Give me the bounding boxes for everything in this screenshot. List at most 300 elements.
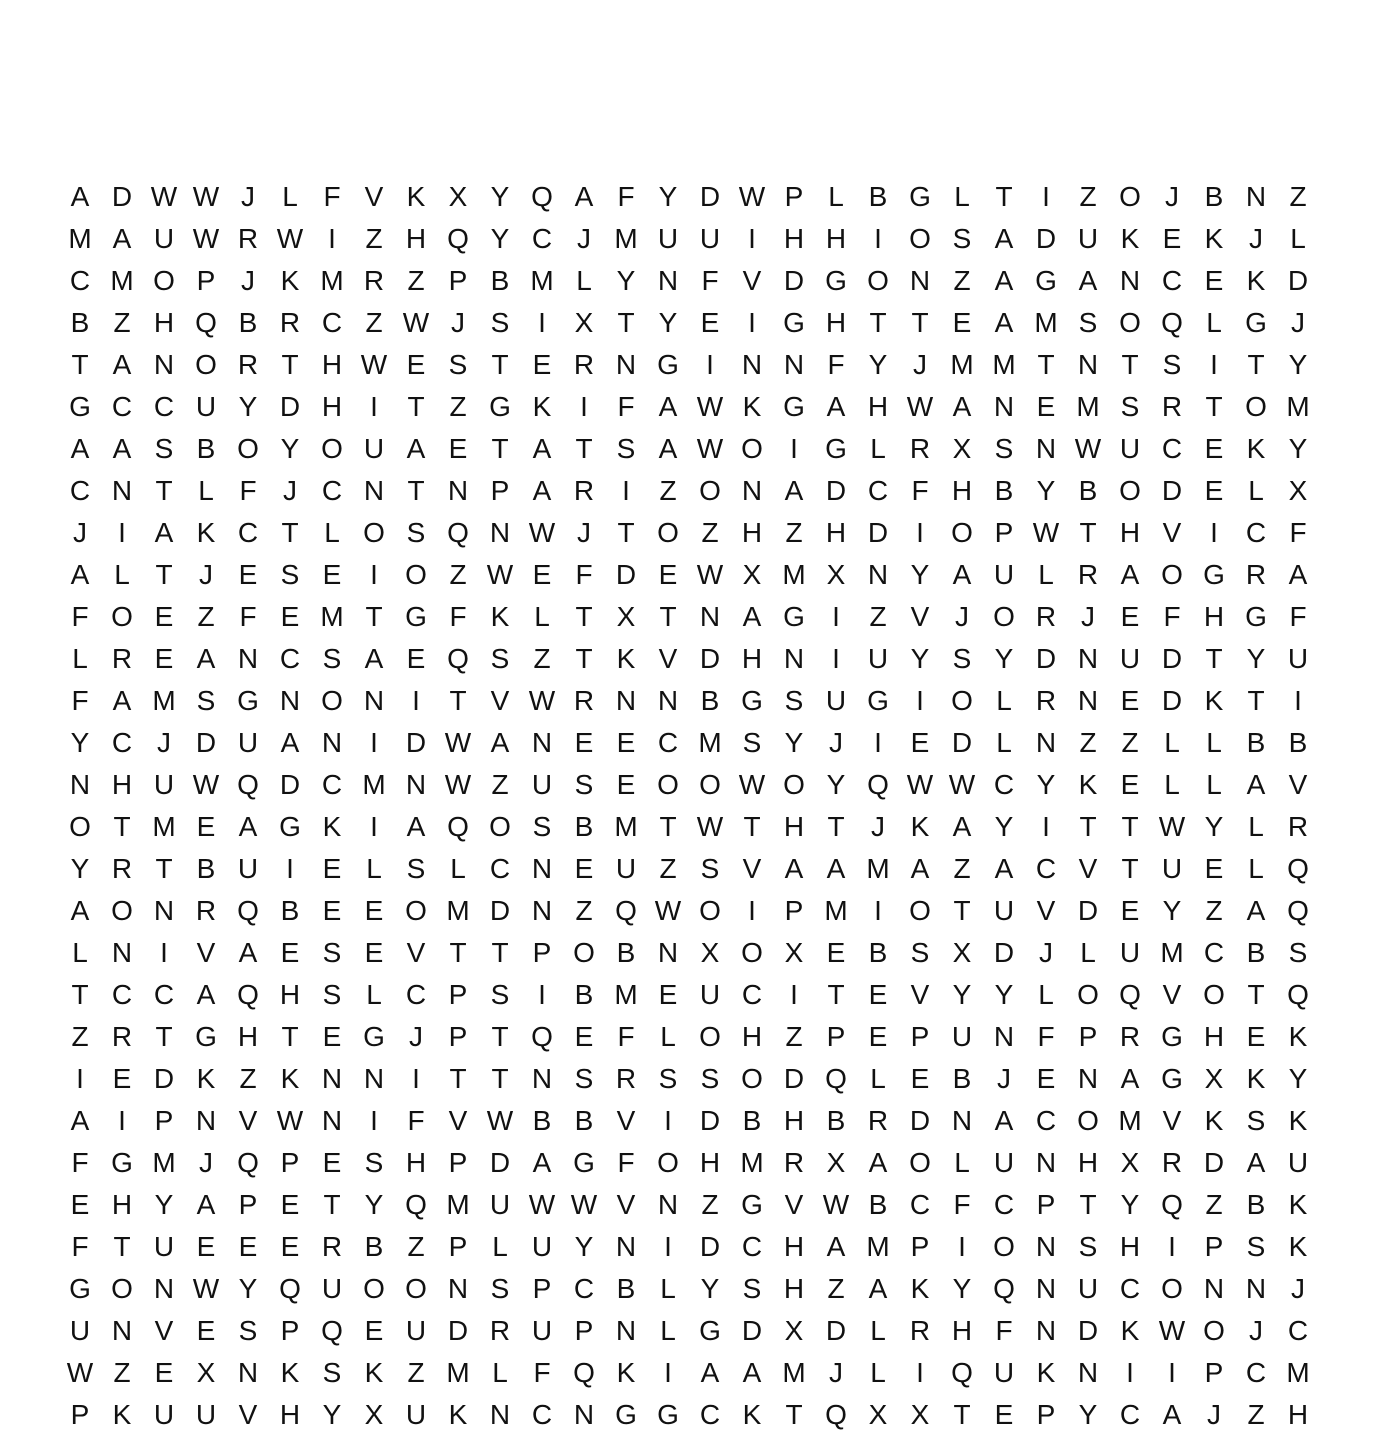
letter-cell[interactable]: C xyxy=(1035,1105,1057,1136)
letter-cell[interactable]: R xyxy=(1161,391,1183,422)
letter-cell[interactable]: E xyxy=(112,1063,132,1094)
letter-cell[interactable]: K xyxy=(1246,1063,1266,1094)
letter-cell[interactable]: M xyxy=(992,349,1016,380)
letter-cell[interactable]: D xyxy=(1287,265,1309,296)
letter-cell[interactable]: D xyxy=(111,181,133,212)
letter-cell[interactable]: J xyxy=(1165,181,1179,212)
letter-cell[interactable]: R xyxy=(909,433,931,464)
letter-cell[interactable]: Z xyxy=(785,1021,803,1052)
letter-cell[interactable]: T xyxy=(407,475,425,506)
letter-cell[interactable]: T xyxy=(449,685,467,716)
letter-cell[interactable]: X xyxy=(364,1399,384,1430)
letter-cell[interactable]: Z xyxy=(407,1231,425,1262)
letter-cell[interactable]: A xyxy=(826,853,846,884)
letter-cell[interactable]: Y xyxy=(1288,433,1308,464)
letter-cell[interactable]: S xyxy=(1120,391,1140,422)
letter-cell[interactable]: K xyxy=(322,811,342,842)
letter-cell[interactable]: F xyxy=(533,1357,551,1388)
letter-cell[interactable]: L xyxy=(870,1063,886,1094)
letter-cell[interactable]: H xyxy=(741,1021,763,1052)
letter-cell[interactable]: D xyxy=(783,1063,805,1094)
letter-cell[interactable]: X xyxy=(196,1357,216,1388)
letter-cell[interactable]: I xyxy=(412,685,420,716)
letter-cell[interactable]: I xyxy=(412,1063,420,1094)
letter-cell[interactable]: W xyxy=(570,1189,598,1220)
letter-cell[interactable]: P xyxy=(448,979,468,1010)
letter-cell[interactable]: X xyxy=(700,937,720,968)
letter-cell[interactable]: C xyxy=(531,223,553,254)
letter-cell[interactable]: T xyxy=(953,1399,971,1430)
letter-cell[interactable]: J xyxy=(1291,307,1305,338)
letter-cell[interactable]: W xyxy=(1158,811,1186,842)
letter-cell[interactable]: S xyxy=(1078,1231,1098,1262)
letter-cell[interactable]: P xyxy=(1204,1231,1224,1262)
letter-cell[interactable]: E xyxy=(1120,685,1140,716)
letter-cell[interactable]: B xyxy=(868,181,888,212)
letter-cell[interactable]: D xyxy=(699,181,721,212)
letter-cell[interactable]: T xyxy=(911,307,929,338)
letter-cell[interactable]: L xyxy=(660,1021,676,1052)
letter-cell[interactable]: L xyxy=(534,601,550,632)
letter-cell[interactable]: E xyxy=(154,643,174,674)
letter-cell[interactable]: U xyxy=(993,895,1015,926)
letter-cell[interactable]: U xyxy=(993,1357,1015,1388)
letter-cell[interactable]: D xyxy=(951,727,973,758)
letter-cell[interactable]: Y xyxy=(490,181,510,212)
letter-cell[interactable]: K xyxy=(1120,223,1140,254)
letter-cell[interactable]: Z xyxy=(1079,727,1097,758)
letter-cell[interactable]: X xyxy=(826,1147,846,1178)
letter-cell[interactable]: L xyxy=(1164,769,1180,800)
letter-cell[interactable]: T xyxy=(1205,643,1223,674)
letter-cell[interactable]: N xyxy=(363,475,385,506)
letter-cell[interactable]: S xyxy=(1246,1231,1266,1262)
letter-cell[interactable]: N xyxy=(153,1273,175,1304)
letter-cell[interactable]: W xyxy=(276,223,304,254)
letter-cell[interactable]: V xyxy=(910,979,930,1010)
letter-cell[interactable]: K xyxy=(280,265,300,296)
letter-cell[interactable]: E xyxy=(952,307,972,338)
letter-cell[interactable]: D xyxy=(825,475,847,506)
letter-cell[interactable]: V xyxy=(910,601,930,632)
letter-cell[interactable]: K xyxy=(1288,1021,1308,1052)
letter-cell[interactable]: P xyxy=(280,1147,300,1178)
letter-cell[interactable]: B xyxy=(1288,727,1308,758)
letter-cell[interactable]: A xyxy=(826,391,846,422)
letter-cell[interactable]: E xyxy=(406,349,426,380)
letter-cell[interactable]: A xyxy=(952,811,972,842)
letter-cell[interactable]: Y xyxy=(658,181,678,212)
letter-cell[interactable]: X xyxy=(616,601,636,632)
letter-cell[interactable]: W xyxy=(192,769,220,800)
letter-cell[interactable]: Z xyxy=(785,517,803,548)
letter-cell[interactable]: N xyxy=(699,601,721,632)
letter-cell[interactable]: A xyxy=(238,937,258,968)
letter-cell[interactable]: A xyxy=(994,307,1014,338)
letter-cell[interactable]: A xyxy=(1246,769,1266,800)
letter-cell[interactable]: Y xyxy=(994,979,1014,1010)
letter-cell[interactable]: I xyxy=(1210,349,1218,380)
letter-cell[interactable]: J xyxy=(199,1147,213,1178)
letter-cell[interactable]: M xyxy=(152,685,176,716)
letter-cell[interactable]: T xyxy=(1121,811,1139,842)
letter-cell[interactable]: B xyxy=(196,433,216,464)
letter-cell[interactable]: G xyxy=(867,685,889,716)
letter-cell[interactable]: J xyxy=(1081,601,1095,632)
letter-cell[interactable]: E xyxy=(322,1147,342,1178)
letter-cell[interactable]: K xyxy=(280,1063,300,1094)
letter-cell[interactable]: L xyxy=(870,1357,886,1388)
letter-cell[interactable]: V xyxy=(1036,895,1056,926)
letter-cell[interactable]: N xyxy=(69,769,91,800)
letter-cell[interactable]: I xyxy=(664,1357,672,1388)
letter-cell[interactable]: F xyxy=(953,1189,971,1220)
letter-cell[interactable]: K xyxy=(742,1399,762,1430)
letter-cell[interactable]: K xyxy=(490,601,510,632)
letter-cell[interactable]: D xyxy=(615,559,637,590)
letter-cell[interactable]: R xyxy=(573,349,595,380)
letter-cell[interactable]: I xyxy=(370,559,378,590)
letter-cell[interactable]: R xyxy=(1077,559,1099,590)
letter-cell[interactable]: P xyxy=(448,265,468,296)
letter-cell[interactable]: J xyxy=(451,307,465,338)
letter-cell[interactable]: K xyxy=(196,1063,216,1094)
letter-cell[interactable]: N xyxy=(405,769,427,800)
letter-cell[interactable]: U xyxy=(153,1231,175,1262)
letter-cell[interactable]: T xyxy=(575,643,593,674)
letter-cell[interactable]: P xyxy=(532,937,552,968)
letter-cell[interactable]: Q xyxy=(1161,307,1183,338)
letter-cell[interactable]: C xyxy=(321,475,343,506)
letter-cell[interactable]: R xyxy=(363,265,385,296)
letter-cell[interactable]: D xyxy=(1077,1315,1099,1346)
letter-cell[interactable]: E xyxy=(1120,895,1140,926)
letter-cell[interactable]: B xyxy=(868,1189,888,1220)
letter-cell[interactable]: H xyxy=(153,307,175,338)
letter-cell[interactable]: N xyxy=(657,265,679,296)
letter-cell[interactable]: W xyxy=(1158,1315,1186,1346)
letter-cell[interactable]: O xyxy=(909,1147,931,1178)
letter-cell[interactable]: W xyxy=(402,307,430,338)
letter-cell[interactable]: N xyxy=(1035,1147,1057,1178)
letter-cell[interactable]: P xyxy=(280,1315,300,1346)
letter-cell[interactable]: H xyxy=(321,391,343,422)
letter-cell[interactable]: W xyxy=(192,223,220,254)
letter-cell[interactable]: C xyxy=(867,475,889,506)
letter-cell[interactable]: M xyxy=(614,223,638,254)
letter-cell[interactable]: O xyxy=(153,265,175,296)
letter-cell[interactable]: Z xyxy=(1247,1399,1265,1430)
letter-cell[interactable]: Z xyxy=(1289,181,1307,212)
letter-cell[interactable]: V xyxy=(406,937,426,968)
letter-cell[interactable]: B xyxy=(616,937,636,968)
letter-cell[interactable]: Y xyxy=(994,643,1014,674)
letter-cell[interactable]: T xyxy=(575,601,593,632)
letter-cell[interactable]: K xyxy=(448,1399,468,1430)
letter-cell[interactable]: O xyxy=(1119,181,1141,212)
letter-cell[interactable]: R xyxy=(111,853,133,884)
letter-cell[interactable]: E xyxy=(364,895,384,926)
letter-cell[interactable]: T xyxy=(617,307,635,338)
letter-cell[interactable]: E xyxy=(196,811,216,842)
letter-cell[interactable]: U xyxy=(993,1147,1015,1178)
letter-cell[interactable]: N xyxy=(1035,1273,1057,1304)
letter-cell[interactable]: O xyxy=(657,517,679,548)
letter-cell[interactable]: C xyxy=(1287,1315,1309,1346)
letter-cell[interactable]: T xyxy=(995,181,1013,212)
letter-cell[interactable]: R xyxy=(615,1063,637,1094)
letter-cell[interactable]: N xyxy=(1203,1273,1225,1304)
letter-cell[interactable]: P xyxy=(490,475,510,506)
letter-cell[interactable]: O xyxy=(1161,1273,1183,1304)
letter-cell[interactable]: N xyxy=(1077,1063,1099,1094)
letter-cell[interactable]: S xyxy=(700,1063,720,1094)
letter-cell[interactable]: J xyxy=(871,811,885,842)
letter-cell[interactable]: L xyxy=(1038,559,1054,590)
letter-cell[interactable]: C xyxy=(1119,1399,1141,1430)
letter-cell[interactable]: L xyxy=(282,181,298,212)
letter-cell[interactable]: A xyxy=(112,685,132,716)
letter-cell[interactable]: E xyxy=(868,1021,888,1052)
letter-cell[interactable]: Y xyxy=(1288,349,1308,380)
letter-cell[interactable]: O xyxy=(951,517,973,548)
letter-cell[interactable]: I xyxy=(118,1105,126,1136)
letter-cell[interactable]: D xyxy=(447,1315,469,1346)
letter-cell[interactable]: T xyxy=(743,811,761,842)
letter-cell[interactable]: S xyxy=(364,1147,384,1178)
letter-cell[interactable]: W xyxy=(822,1189,850,1220)
letter-cell[interactable]: F xyxy=(407,1105,425,1136)
letter-cell[interactable]: A xyxy=(112,433,132,464)
letter-cell[interactable]: L xyxy=(576,265,592,296)
letter-cell[interactable]: O xyxy=(573,937,595,968)
letter-cell[interactable]: W xyxy=(696,559,724,590)
letter-cell[interactable]: R xyxy=(279,307,301,338)
letter-cell[interactable]: T xyxy=(491,1063,509,1094)
letter-cell[interactable]: F xyxy=(71,1231,89,1262)
letter-cell[interactable]: L xyxy=(492,1231,508,1262)
letter-cell[interactable]: S xyxy=(952,223,972,254)
letter-cell[interactable]: T xyxy=(113,1231,131,1262)
letter-cell[interactable]: A xyxy=(364,643,384,674)
letter-cell[interactable]: A xyxy=(70,895,90,926)
letter-cell[interactable]: Z xyxy=(701,517,719,548)
letter-cell[interactable]: G xyxy=(615,1399,637,1430)
letter-cell[interactable]: H xyxy=(405,1147,427,1178)
letter-cell[interactable]: R xyxy=(195,895,217,926)
letter-cell[interactable]: J xyxy=(241,181,255,212)
letter-cell[interactable]: W xyxy=(486,559,514,590)
letter-cell[interactable]: S xyxy=(238,1315,258,1346)
letter-cell[interactable]: C xyxy=(153,979,175,1010)
letter-cell[interactable]: C xyxy=(405,979,427,1010)
letter-cell[interactable]: Q xyxy=(195,307,217,338)
letter-cell[interactable]: D xyxy=(1161,643,1183,674)
letter-cell[interactable]: M xyxy=(320,601,344,632)
letter-cell[interactable]: S xyxy=(952,643,972,674)
letter-cell[interactable]: U xyxy=(615,853,637,884)
letter-cell[interactable]: Q xyxy=(1287,979,1309,1010)
letter-cell[interactable]: O xyxy=(321,433,343,464)
letter-cell[interactable]: S xyxy=(616,433,636,464)
letter-cell[interactable]: T xyxy=(365,601,383,632)
letter-cell[interactable]: A xyxy=(532,433,552,464)
letter-cell[interactable]: U xyxy=(1161,853,1183,884)
letter-cell[interactable]: T xyxy=(449,937,467,968)
letter-cell[interactable]: F xyxy=(617,181,635,212)
letter-cell[interactable]: J xyxy=(199,559,213,590)
letter-cell[interactable]: E xyxy=(280,1189,300,1220)
letter-cell[interactable]: W xyxy=(528,685,556,716)
letter-cell[interactable]: W xyxy=(528,517,556,548)
letter-cell[interactable]: E xyxy=(1204,475,1224,506)
letter-cell[interactable]: A xyxy=(742,601,762,632)
letter-cell[interactable]: B xyxy=(490,265,510,296)
letter-cell[interactable]: H xyxy=(783,1231,805,1262)
letter-cell[interactable]: K xyxy=(1288,1231,1308,1262)
letter-cell[interactable]: F xyxy=(239,475,257,506)
letter-cell[interactable]: O xyxy=(321,685,343,716)
letter-cell[interactable]: U xyxy=(195,1399,217,1430)
letter-cell[interactable]: Z xyxy=(491,769,509,800)
letter-cell[interactable]: T xyxy=(281,349,299,380)
letter-cell[interactable]: S xyxy=(322,1357,342,1388)
letter-cell[interactable]: C xyxy=(909,1189,931,1220)
letter-cell[interactable]: K xyxy=(1204,1105,1224,1136)
letter-cell[interactable]: O xyxy=(405,1273,427,1304)
letter-cell[interactable]: H xyxy=(1119,1231,1141,1262)
letter-cell[interactable]: Q xyxy=(951,1357,973,1388)
letter-cell[interactable]: A xyxy=(70,181,90,212)
letter-cell[interactable]: A xyxy=(994,265,1014,296)
letter-cell[interactable]: K xyxy=(1246,265,1266,296)
letter-cell[interactable]: T xyxy=(1247,685,1265,716)
letter-cell[interactable]: L xyxy=(1164,727,1180,758)
letter-cell[interactable]: F xyxy=(1289,601,1307,632)
letter-cell[interactable]: I xyxy=(706,349,714,380)
letter-cell[interactable]: N xyxy=(531,727,553,758)
letter-cell[interactable]: S xyxy=(910,937,930,968)
letter-cell[interactable]: W xyxy=(66,1357,94,1388)
letter-cell[interactable]: Z xyxy=(113,1357,131,1388)
letter-cell[interactable]: F xyxy=(827,349,845,380)
letter-cell[interactable]: Y xyxy=(910,559,930,590)
letter-cell[interactable]: P xyxy=(448,1231,468,1262)
letter-cell[interactable]: D xyxy=(489,1147,511,1178)
letter-cell[interactable]: U xyxy=(405,1399,427,1430)
letter-cell[interactable]: L xyxy=(72,643,88,674)
letter-cell[interactable]: F xyxy=(71,601,89,632)
letter-cell[interactable]: X xyxy=(448,181,468,212)
letter-cell[interactable]: E xyxy=(1120,769,1140,800)
letter-cell[interactable]: S xyxy=(784,685,804,716)
letter-cell[interactable]: X xyxy=(1288,475,1308,506)
letter-cell[interactable]: U xyxy=(1287,1147,1309,1178)
letter-cell[interactable]: M xyxy=(446,895,470,926)
letter-cell[interactable]: O xyxy=(1203,979,1225,1010)
letter-cell[interactable]: E xyxy=(1120,601,1140,632)
letter-cell[interactable]: P xyxy=(826,1021,846,1052)
letter-cell[interactable]: P xyxy=(1036,1189,1056,1220)
letter-cell[interactable]: V xyxy=(238,1399,258,1430)
letter-cell[interactable]: Q xyxy=(237,895,259,926)
letter-cell[interactable]: W xyxy=(528,1189,556,1220)
letter-cell[interactable]: O xyxy=(783,769,805,800)
letter-cell[interactable]: E xyxy=(322,895,342,926)
letter-cell[interactable]: S xyxy=(574,1063,594,1094)
letter-cell[interactable]: H xyxy=(783,1273,805,1304)
letter-cell[interactable]: N xyxy=(321,1063,343,1094)
letter-cell[interactable]: C xyxy=(531,1399,553,1430)
letter-cell[interactable]: K xyxy=(1120,1315,1140,1346)
letter-cell[interactable]: M xyxy=(698,727,722,758)
letter-cell[interactable]: P xyxy=(910,1231,930,1262)
letter-cell[interactable]: P xyxy=(238,1189,258,1220)
letter-cell[interactable]: L xyxy=(114,559,130,590)
letter-cell[interactable]: J xyxy=(241,265,255,296)
letter-cell[interactable]: E xyxy=(280,937,300,968)
letter-cell[interactable]: S xyxy=(1246,1105,1266,1136)
letter-cell[interactable]: P xyxy=(1204,1357,1224,1388)
letter-cell[interactable]: W xyxy=(654,895,682,926)
letter-cell[interactable]: K xyxy=(910,811,930,842)
letter-cell[interactable]: Y xyxy=(994,811,1014,842)
letter-cell[interactable]: K xyxy=(196,517,216,548)
letter-cell[interactable]: V xyxy=(1288,769,1308,800)
letter-cell[interactable]: M xyxy=(446,1189,470,1220)
letter-cell[interactable]: L xyxy=(72,937,88,968)
letter-cell[interactable]: G xyxy=(825,433,847,464)
letter-cell[interactable]: R xyxy=(1161,1147,1183,1178)
letter-cell[interactable]: C xyxy=(111,727,133,758)
letter-cell[interactable]: T xyxy=(659,601,677,632)
letter-cell[interactable]: V xyxy=(616,1189,636,1220)
letter-cell[interactable]: Q xyxy=(1287,895,1309,926)
letter-cell[interactable]: M xyxy=(152,1147,176,1178)
letter-cell[interactable]: Z xyxy=(953,265,971,296)
letter-cell[interactable]: F xyxy=(1289,517,1307,548)
letter-cell[interactable]: M xyxy=(1286,1357,1310,1388)
letter-cell[interactable]: N xyxy=(153,349,175,380)
letter-cell[interactable]: Q xyxy=(825,1063,847,1094)
letter-cell[interactable]: U xyxy=(69,1315,91,1346)
letter-cell[interactable]: O xyxy=(1077,1105,1099,1136)
letter-cell[interactable]: Q xyxy=(573,1357,595,1388)
letter-cell[interactable]: K xyxy=(112,1399,132,1430)
letter-cell[interactable]: E xyxy=(448,433,468,464)
letter-cell[interactable]: P xyxy=(154,1105,174,1136)
letter-cell[interactable]: O xyxy=(741,1063,763,1094)
letter-cell[interactable]: U xyxy=(699,979,721,1010)
letter-cell[interactable]: E xyxy=(322,853,342,884)
letter-cell[interactable]: C xyxy=(1161,265,1183,296)
letter-cell[interactable]: H xyxy=(1287,1399,1309,1430)
letter-cell[interactable]: N xyxy=(321,727,343,758)
letter-cell[interactable]: D xyxy=(1035,643,1057,674)
letter-cell[interactable]: O xyxy=(237,433,259,464)
letter-cell[interactable]: E xyxy=(994,1399,1014,1430)
letter-cell[interactable]: N xyxy=(909,265,931,296)
letter-cell[interactable]: I xyxy=(1210,517,1218,548)
letter-cell[interactable]: Q xyxy=(531,181,553,212)
letter-cell[interactable]: A xyxy=(532,1147,552,1178)
letter-cell[interactable]: C xyxy=(1161,433,1183,464)
letter-cell[interactable]: H xyxy=(951,1315,973,1346)
letter-cell[interactable]: V xyxy=(154,1315,174,1346)
letter-cell[interactable]: M xyxy=(152,811,176,842)
letter-cell[interactable]: G xyxy=(405,601,427,632)
letter-cell[interactable]: B xyxy=(364,1231,384,1262)
